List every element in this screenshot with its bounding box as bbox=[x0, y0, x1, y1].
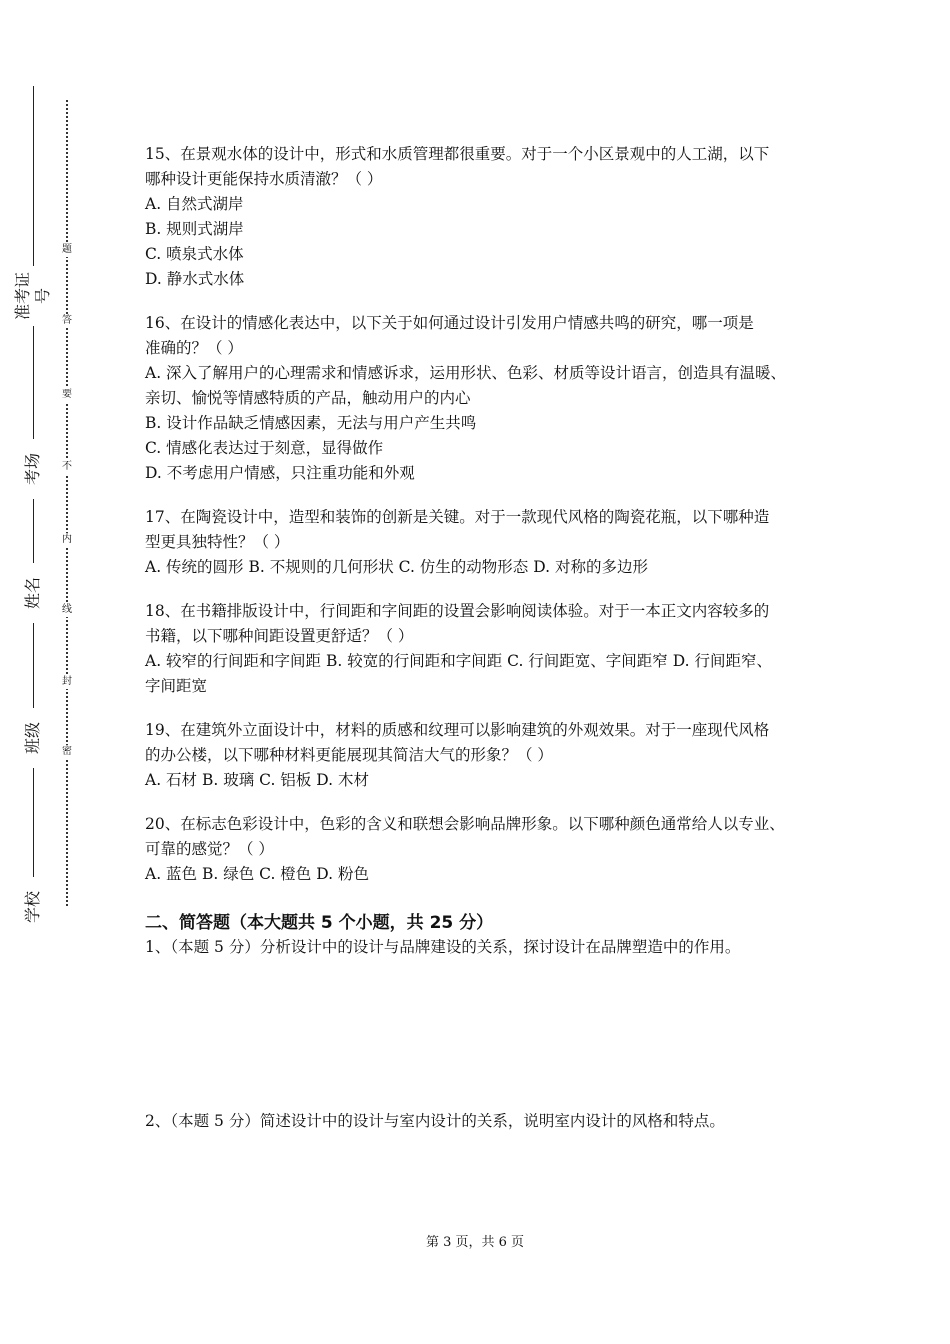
question-stem: 的办公楼，以下哪种材料更能展现其简洁大气的形象？（ ） bbox=[145, 746, 553, 764]
student-name-label: 姓名 bbox=[23, 563, 43, 623]
question-20 bbox=[145, 812, 820, 887]
binding-dotted-line bbox=[66, 100, 68, 906]
options-line: A. 传统的圆形 B. 不规则的几何形状 C. 仿生的动物形态 D. 对称的多边形 bbox=[145, 558, 648, 576]
question-stem: 17、在陶瓷设计中，造型和装饰的创新是关键。对于一款现代风格的陶瓷花瓶，以下哪种造 bbox=[145, 508, 770, 526]
option-d: D. 不考虑用户情感，只注重功能和外观 bbox=[145, 464, 415, 482]
option-a: 亲切、愉悦等情感特质的产品，触动用户的内心 bbox=[145, 389, 471, 407]
question-stem: 20、在标志色彩设计中，色彩的含义和联想会影响品牌形象。以下哪种颜色通常给人以专业、 bbox=[145, 815, 785, 833]
question-17 bbox=[145, 505, 820, 580]
question-stem: 15、在景观水体的设计中，形式和水质管理都很重要。对于一个小区景观中的人工湖，以下 bbox=[145, 145, 770, 163]
seal-char: 线 bbox=[59, 603, 75, 617]
question-15 bbox=[145, 142, 820, 292]
short-answer-question-2: 2、（本题 5 分）简述设计中的设计与室内设计的关系，说明室内设计的风格和特点。 bbox=[145, 1112, 725, 1130]
seal-char: 密 bbox=[59, 745, 75, 759]
option-b: B. 规则式湖岸 bbox=[145, 220, 244, 238]
exam-room-label: 考场 bbox=[23, 439, 43, 499]
question-stem: 18、在书籍排版设计中，行间距和字间距的设置会影响阅读体验。对于一本正文内容较多的 bbox=[145, 602, 770, 620]
exam-number-label: 准考证号 bbox=[13, 266, 53, 326]
option-c: C. 情感化表达过于刻意，显得做作 bbox=[145, 439, 384, 457]
seal-char: 不 bbox=[59, 460, 75, 474]
options-line: A. 石材 B. 玻璃 C. 铝板 D. 木材 bbox=[145, 771, 369, 789]
question-stem: 型更具独特性？（ ） bbox=[145, 533, 290, 551]
options-line: A. 较窄的行间距和字间距 B. 较宽的行间距和字间距 C. 行间距宽、字间距窄 D. 行间距窄、 bbox=[145, 652, 772, 670]
options-line: 字间距宽 bbox=[145, 677, 208, 695]
question-stem: 书籍，以下哪种间距设置更舒适？（ ） bbox=[145, 627, 414, 645]
question-stem: 准确的？（ ） bbox=[145, 339, 243, 357]
seal-char: 要 bbox=[59, 388, 75, 402]
exam-content bbox=[145, 142, 820, 1133]
seal-char: 题 bbox=[59, 243, 75, 257]
option-c: C. 喷泉式水体 bbox=[145, 245, 244, 263]
question-stem: 19、在建筑外立面设计中，材料的质感和纹理可以影响建筑的外观效果。对于一座现代风格 bbox=[145, 721, 770, 739]
seal-char: 内 bbox=[59, 533, 75, 547]
page-number: 第 3 页，共 6 页 bbox=[425, 1235, 525, 1250]
class-label: 班级 bbox=[23, 708, 43, 768]
seal-char: 答 bbox=[59, 314, 75, 328]
option-b: B. 设计作品缺乏情感因素，无法与用户产生共鸣 bbox=[145, 414, 477, 432]
option-d: D. 静水式水体 bbox=[145, 270, 245, 288]
seal-char: 封 bbox=[59, 675, 75, 689]
short-answer-question-1: 1、（本题 5 分）分析设计中的设计与品牌建设的关系，探讨设计在品牌塑造中的作用。 bbox=[145, 938, 741, 956]
question-19 bbox=[145, 718, 820, 793]
question-stem: 可靠的感觉？（ ） bbox=[145, 840, 274, 858]
question-16 bbox=[145, 311, 820, 486]
school-label: 学校 bbox=[23, 877, 43, 937]
question-18 bbox=[145, 599, 820, 699]
option-a: A. 深入了解用户的心理需求和情感诉求，运用形状、色彩、材质等设计语言，创造具有温暖、 bbox=[145, 364, 787, 382]
option-a: A. 自然式湖岸 bbox=[145, 195, 244, 213]
options-line: A. 蓝色 B. 绿色 C. 橙色 D. 粉色 bbox=[145, 865, 369, 883]
section-title: 二、简答题（本大题共 5 个小题，共 25 分） bbox=[145, 913, 494, 933]
question-stem: 16、在设计的情感化表达中，以下关于如何通过设计引发用户情感共鸣的研究，哪一项是 bbox=[145, 314, 754, 332]
question-stem: 哪种设计更能保持水质清澈？（ ） bbox=[145, 170, 383, 188]
